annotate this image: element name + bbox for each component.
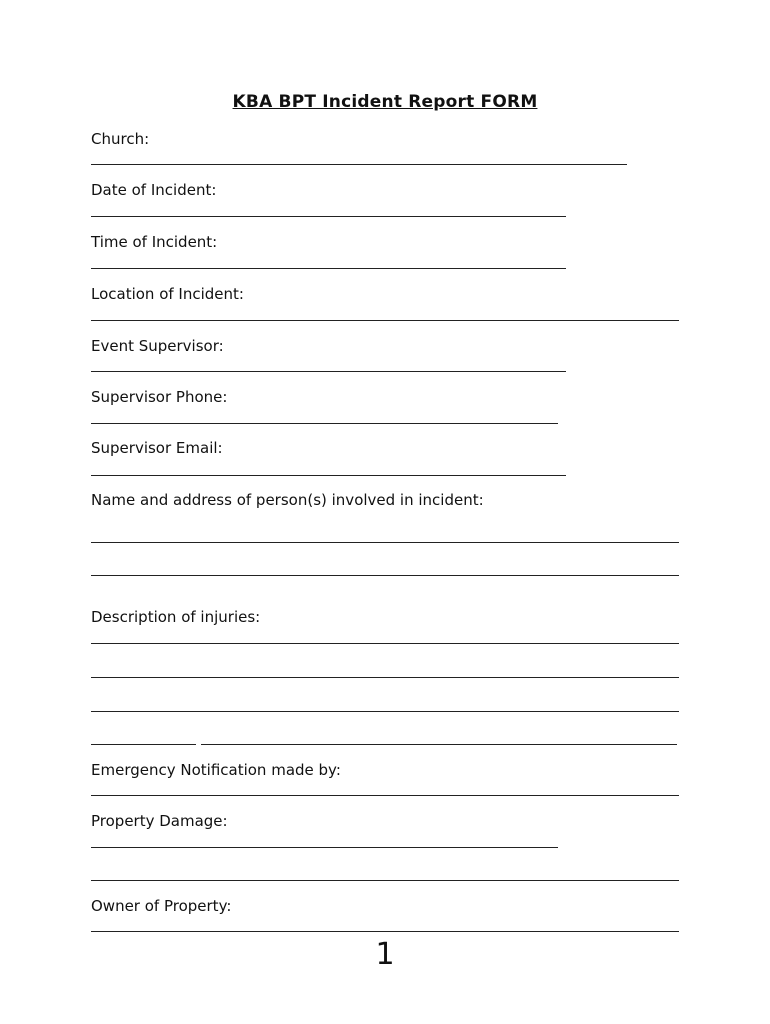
event-supervisor-label: Event Supervisor: [91, 337, 224, 355]
property-damage-label: Property Damage: [91, 812, 228, 830]
page-number: 1 [375, 937, 395, 972]
form-title: KBA BPT Incident Report FORM [232, 92, 538, 112]
injuries-line-3[interactable] [91, 711, 679, 712]
event-supervisor-line[interactable] [91, 371, 566, 372]
supervisor-phone-line[interactable] [91, 423, 558, 424]
emergency-notification-label: Emergency Notification made by: [91, 761, 341, 779]
supervisor-phone-label: Supervisor Phone: [91, 388, 228, 406]
supervisor-email-label: Supervisor Email: [91, 439, 223, 457]
emergency-notification-line[interactable] [91, 795, 679, 796]
injuries-line-2[interactable] [91, 677, 679, 678]
location-of-incident-line[interactable] [91, 320, 679, 321]
church-line[interactable] [91, 164, 627, 165]
church-label: Church: [91, 130, 150, 148]
description-of-injuries-label: Description of injuries: [91, 608, 261, 626]
supervisor-email-line[interactable] [91, 475, 566, 476]
injuries-line-1[interactable] [91, 643, 679, 644]
injuries-line-4b[interactable] [201, 744, 677, 745]
persons-involved-label: Name and address of person(s) involved in incident: [91, 491, 484, 509]
location-of-incident-label: Location of Incident: [91, 285, 244, 303]
property-damage-line-2[interactable] [91, 880, 679, 881]
time-of-incident-label: Time of Incident: [91, 233, 218, 251]
injuries-line-4a[interactable] [91, 744, 196, 745]
date-of-incident-line[interactable] [91, 216, 566, 217]
date-of-incident-label: Date of Incident: [91, 181, 217, 199]
property-damage-line-1[interactable] [91, 847, 558, 848]
persons-involved-line-1[interactable] [91, 542, 679, 543]
persons-involved-line-2[interactable] [91, 575, 679, 576]
time-of-incident-line[interactable] [91, 268, 566, 269]
owner-of-property-line[interactable] [91, 931, 679, 932]
owner-of-property-label: Owner of Property: [91, 897, 232, 915]
